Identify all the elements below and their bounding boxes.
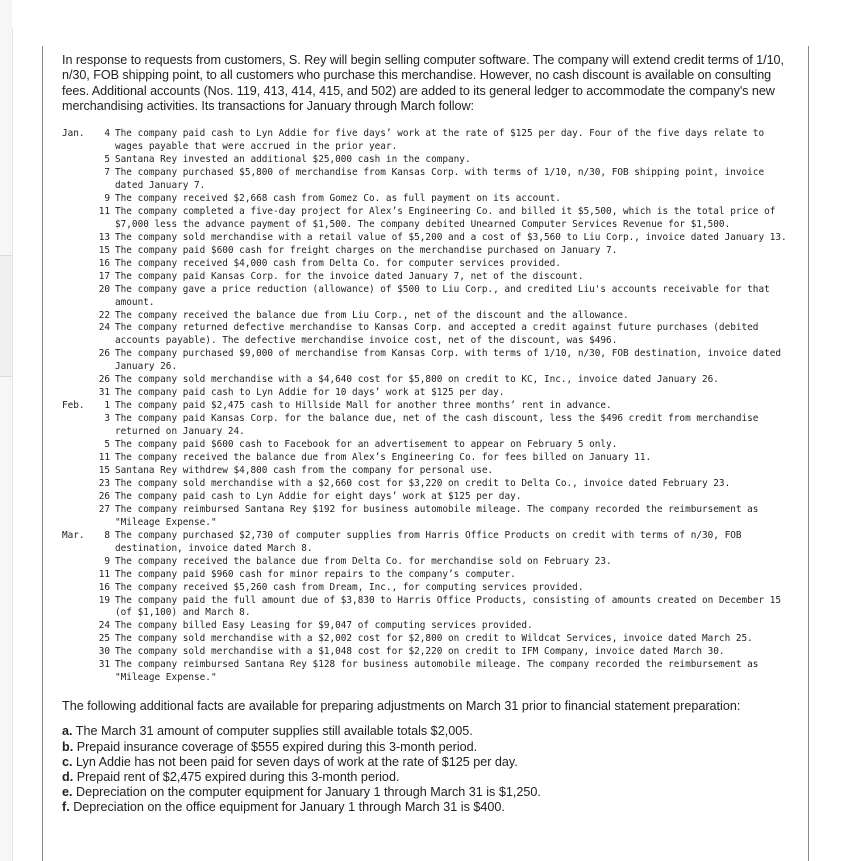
transaction-month [62, 413, 98, 439]
transaction-day: 26 [98, 348, 110, 360]
fact-letter: d. [62, 770, 74, 785]
transaction-month: Jan. [62, 128, 85, 140]
transaction-day: 1 [104, 400, 110, 412]
fact-text: Depreciation on the office equipment for January 1 through March 31 is $400. [69, 800, 505, 815]
transaction-text: The company sold merchandise with a $2,660 cost for $3,220 on credit to Delta Co., invoice dated February 23. [115, 477, 731, 489]
transaction-month [62, 620, 98, 633]
transaction-day: 15 [98, 244, 110, 256]
transaction-day: 11 [98, 452, 110, 464]
adjustment-fact [62, 724, 792, 739]
fact-letter: b. [62, 739, 74, 754]
transaction-day: 23 [98, 477, 110, 489]
transaction-month [62, 154, 98, 167]
transaction-text: The company paid $600 cash to Facebook for an advertisement to appear on February 5 only. [115, 439, 618, 451]
transaction-row [62, 569, 792, 582]
transaction-row [62, 478, 792, 491]
transaction-row [62, 595, 792, 621]
transaction-month [62, 633, 98, 646]
transaction-month [62, 504, 98, 530]
transaction-day: 4 [104, 128, 110, 140]
transaction-month [62, 569, 98, 582]
adjustment-fact [62, 770, 792, 785]
transaction-text: The company purchased $5,800 of merchandise from Kansas Corp. with terms of 1/10, n/30, FOB shipping point, invoice dated January 7. [115, 167, 765, 191]
transaction-day: 26 [98, 374, 110, 386]
transaction-row [62, 348, 792, 374]
fact-letter: c. [62, 754, 73, 769]
transaction-row [62, 232, 792, 245]
panel-tab [0, 255, 12, 377]
transaction-text: The company completed a five-day project for Alex’s Engineering Co. and billed it $5,500, which is the total price of $7,000 less the advance payment of $1,500. The company debited Unearned Computer Services Revenue for $1,500. [115, 205, 776, 230]
transaction-month [62, 478, 98, 491]
adjustment-fact [62, 785, 792, 800]
transaction-row [62, 284, 792, 310]
adjustment-fact [62, 755, 792, 770]
intro-paragraph: In response to requests from customers, S. Rey will begin selling computer software. The company will extend credit terms of 1/10, n/30, FOB shipping point, to all customers who purchase this merchandise. However, no cash discount is available on consulting fees. Additional accounts (Nos. 119, 413, 414, 415, and 502) are added to its general ledger to accommodate the company's new merchandising activities. Its transactions for January through March follow: [62, 53, 784, 113]
transaction-row [62, 206, 792, 232]
transaction-month [62, 258, 98, 271]
transaction-text: The company paid $2,475 cash to Hillside Mall for another three months’ rent in advance. [115, 400, 612, 412]
transaction-row [62, 245, 792, 258]
transaction-day: 16 [98, 581, 110, 593]
transaction-day: 27 [98, 503, 110, 515]
transaction-day: 16 [98, 257, 110, 269]
transaction-row [62, 452, 792, 465]
transaction-text: The company paid cash to Lyn Addie for eight days’ work at $125 per day. [115, 490, 522, 502]
transaction-day: 17 [98, 270, 110, 282]
transaction-row [62, 128, 792, 154]
left-panel-edge [0, 0, 13, 861]
transaction-text: The company sold merchandise with a $4,640 cost for $5,800 on credit to KC, Inc., invoice dated January 26. [115, 374, 719, 386]
transaction-month [62, 439, 98, 452]
transaction-text: The company paid cash to Lyn Addie for five days’ work at the rate of $125 per day. Four of the five days relate to wages payable that were accrued in the prior year. [115, 128, 765, 153]
transaction-row [62, 271, 792, 284]
transaction-text: The company paid Kansas Corp. for the invoice dated January 7, net of the discount. [115, 270, 584, 282]
transaction-day: 22 [98, 309, 110, 321]
transaction-text: The company received $4,000 cash from Delta Co. for computer services provided. [115, 257, 561, 269]
transaction-month [62, 271, 98, 284]
transaction-text: The company purchased $9,000 of merchandise from Kansas Corp. with terms of 1/10, n/30, FOB destination, invoice dated January 26. [115, 348, 782, 373]
transaction-month [62, 491, 98, 504]
transaction-text: The company gave a price reduction (allowance) of $500 to Liu Corp., and credited Liu's accounts receivable for that amount. [115, 283, 770, 308]
transaction-row [62, 400, 792, 413]
transaction-row [62, 530, 792, 556]
top-bar [12, 0, 858, 28]
transaction-month [62, 167, 98, 193]
transaction-month: Feb. [62, 400, 85, 412]
transaction-day: 3 [104, 413, 110, 425]
transaction-day: 26 [98, 490, 110, 502]
transaction-text: The company billed Easy Leasing for $9,047 of computing services provided. [115, 620, 533, 632]
transaction-row [62, 633, 792, 646]
transaction-day: 24 [98, 620, 110, 632]
transaction-text: The company paid $600 cash for freight charges on the merchandise purchased on January 7. [115, 244, 618, 256]
transaction-row [62, 504, 792, 530]
transaction-row [62, 413, 792, 439]
transaction-text: The company sold merchandise with a retail value of $5,200 and a cost of $3,560 to Liu Corp., invoice dated January 13. [115, 231, 787, 243]
transaction-day: 5 [104, 154, 110, 166]
transaction-month [62, 284, 98, 310]
transaction-text: Santana Rey withdrew $4,800 cash from the company for personal use. [115, 464, 494, 476]
transaction-month [62, 193, 98, 206]
transaction-row [62, 310, 792, 323]
transaction-month [62, 348, 98, 374]
transaction-text: The company paid cash to Lyn Addie for 10 days’ work at $125 per day. [115, 387, 505, 399]
transaction-day: 25 [98, 633, 110, 645]
transaction-text: The company sold merchandise with a $2,002 cost for $2,800 on credit to Wildcat Services, invoice dated March 25. [115, 633, 753, 645]
transaction-month [62, 595, 98, 621]
fact-text: Depreciation on the computer equipment for January 1 through March 31 is $1,250. [72, 785, 541, 800]
transaction-text: The company sold merchandise with a $1,048 cost for $2,220 on credit to IFM Company, invoice dated March 30. [115, 646, 725, 658]
transaction-row [62, 193, 792, 206]
transaction-day: 24 [98, 322, 110, 334]
transaction-month [62, 322, 98, 348]
fact-text: Prepaid rent of $2,475 expired during this 3-month period. [73, 770, 400, 785]
transaction-text: The company reimbursed Santana Rey $128 for business automobile mileage. The company recorded the reimbursement as "Mileage Expense." [115, 659, 759, 684]
adjustment-fact [62, 740, 792, 755]
transaction-day: 11 [98, 568, 110, 580]
transaction-text: The company received $2,668 cash from Gomez Co. as full payment on its account. [115, 192, 561, 204]
transaction-month [62, 374, 98, 387]
transaction-row [62, 491, 792, 504]
transaction-row [62, 322, 792, 348]
transaction-month: Mar. [62, 529, 85, 541]
transaction-text: The company paid Kansas Corp. for the balance due, net of the cash discount, less the $496 credit from merchandise returned on January 24. [115, 413, 759, 438]
transaction-row [62, 582, 792, 595]
transaction-row [62, 374, 792, 387]
transaction-text: The company purchased $2,730 of computer supplies from Harris Office Products on credit with terms of n/30, FOB destination, invoice dated March 8. [115, 529, 742, 554]
fact-text: The March 31 amount of computer supplies still available totals $2,005. [72, 724, 473, 739]
adjustment-facts-list [62, 724, 792, 815]
fact-text: Prepaid insurance coverage of $555 expired during this 3-month period. [73, 739, 478, 754]
transaction-day: 31 [98, 387, 110, 399]
fact-text: Lyn Addie has not been paid for seven days of work at the rate of $125 per day. [72, 754, 518, 769]
transaction-row [62, 167, 792, 193]
transaction-day: 19 [98, 594, 110, 606]
transaction-month [62, 452, 98, 465]
transaction-text: The company returned defective merchandise to Kansas Corp. and accepted a credit against future purchases (debited accounts payable). The defective merchandise invoice cost, net of the discount, was $496. [115, 322, 759, 347]
transaction-day: 31 [98, 659, 110, 671]
transaction-month [62, 232, 98, 245]
transaction-month [62, 310, 98, 323]
transaction-month [62, 245, 98, 258]
adjustment-fact [62, 800, 792, 815]
transaction-day: 30 [98, 646, 110, 658]
fact-letter: a. [62, 724, 73, 739]
facts-intro: The following additional facts are available for preparing adjustments on March 31 prior to financial statement preparation: [62, 699, 741, 714]
transaction-day: 20 [98, 283, 110, 295]
transaction-month [62, 646, 98, 659]
transaction-row [62, 646, 792, 659]
transaction-day: 8 [104, 529, 110, 541]
transaction-text: The company received the balance due from Alex’s Engineering Co. for fees billed on January 11. [115, 452, 652, 464]
transaction-row [62, 387, 792, 400]
transaction-day: 9 [104, 192, 110, 204]
problem-content [62, 53, 792, 816]
fact-letter: f. [62, 800, 70, 815]
transaction-month [62, 556, 98, 569]
transaction-text: The company paid $960 cash for minor repairs to the company’s computer. [115, 568, 516, 580]
transaction-row [62, 620, 792, 633]
transaction-day: 9 [104, 555, 110, 567]
transaction-month [62, 659, 98, 685]
fact-letter: e. [62, 785, 73, 800]
transaction-row [62, 465, 792, 478]
content-border-left [42, 46, 43, 861]
transaction-row [62, 556, 792, 569]
transaction-text: The company received the balance due from Liu Corp., net of the discount and the allowance. [115, 309, 629, 321]
transaction-month [62, 387, 98, 400]
content-border-right [808, 46, 809, 861]
transaction-month [62, 582, 98, 595]
transaction-text: The company paid the full amount due of $3,830 to Harris Office Products, consisting of amounts created on December 15 (of $1,100) and March 8. [115, 594, 782, 619]
transaction-month [62, 206, 98, 232]
transaction-day: 7 [104, 167, 110, 179]
transaction-day: 15 [98, 464, 110, 476]
transaction-text: The company received the balance due from Delta Co. for merchandise sold on February 23. [115, 555, 612, 567]
transaction-text: The company received $5,260 cash from Dream, Inc., for computing services provided. [115, 581, 584, 593]
transaction-row [62, 659, 792, 685]
transaction-month [62, 465, 98, 478]
transactions-list [62, 128, 792, 685]
transaction-day: 11 [98, 205, 110, 217]
transaction-row [62, 258, 792, 271]
transaction-day: 13 [98, 231, 110, 243]
transaction-row [62, 439, 792, 452]
transaction-text: Santana Rey invested an additional $25,000 cash in the company. [115, 154, 471, 166]
transaction-row [62, 154, 792, 167]
transaction-text: The company reimbursed Santana Rey $192 for business automobile mileage. The company recorded the reimbursement as "Mileage Expense." [115, 503, 759, 528]
transaction-day: 5 [104, 439, 110, 451]
